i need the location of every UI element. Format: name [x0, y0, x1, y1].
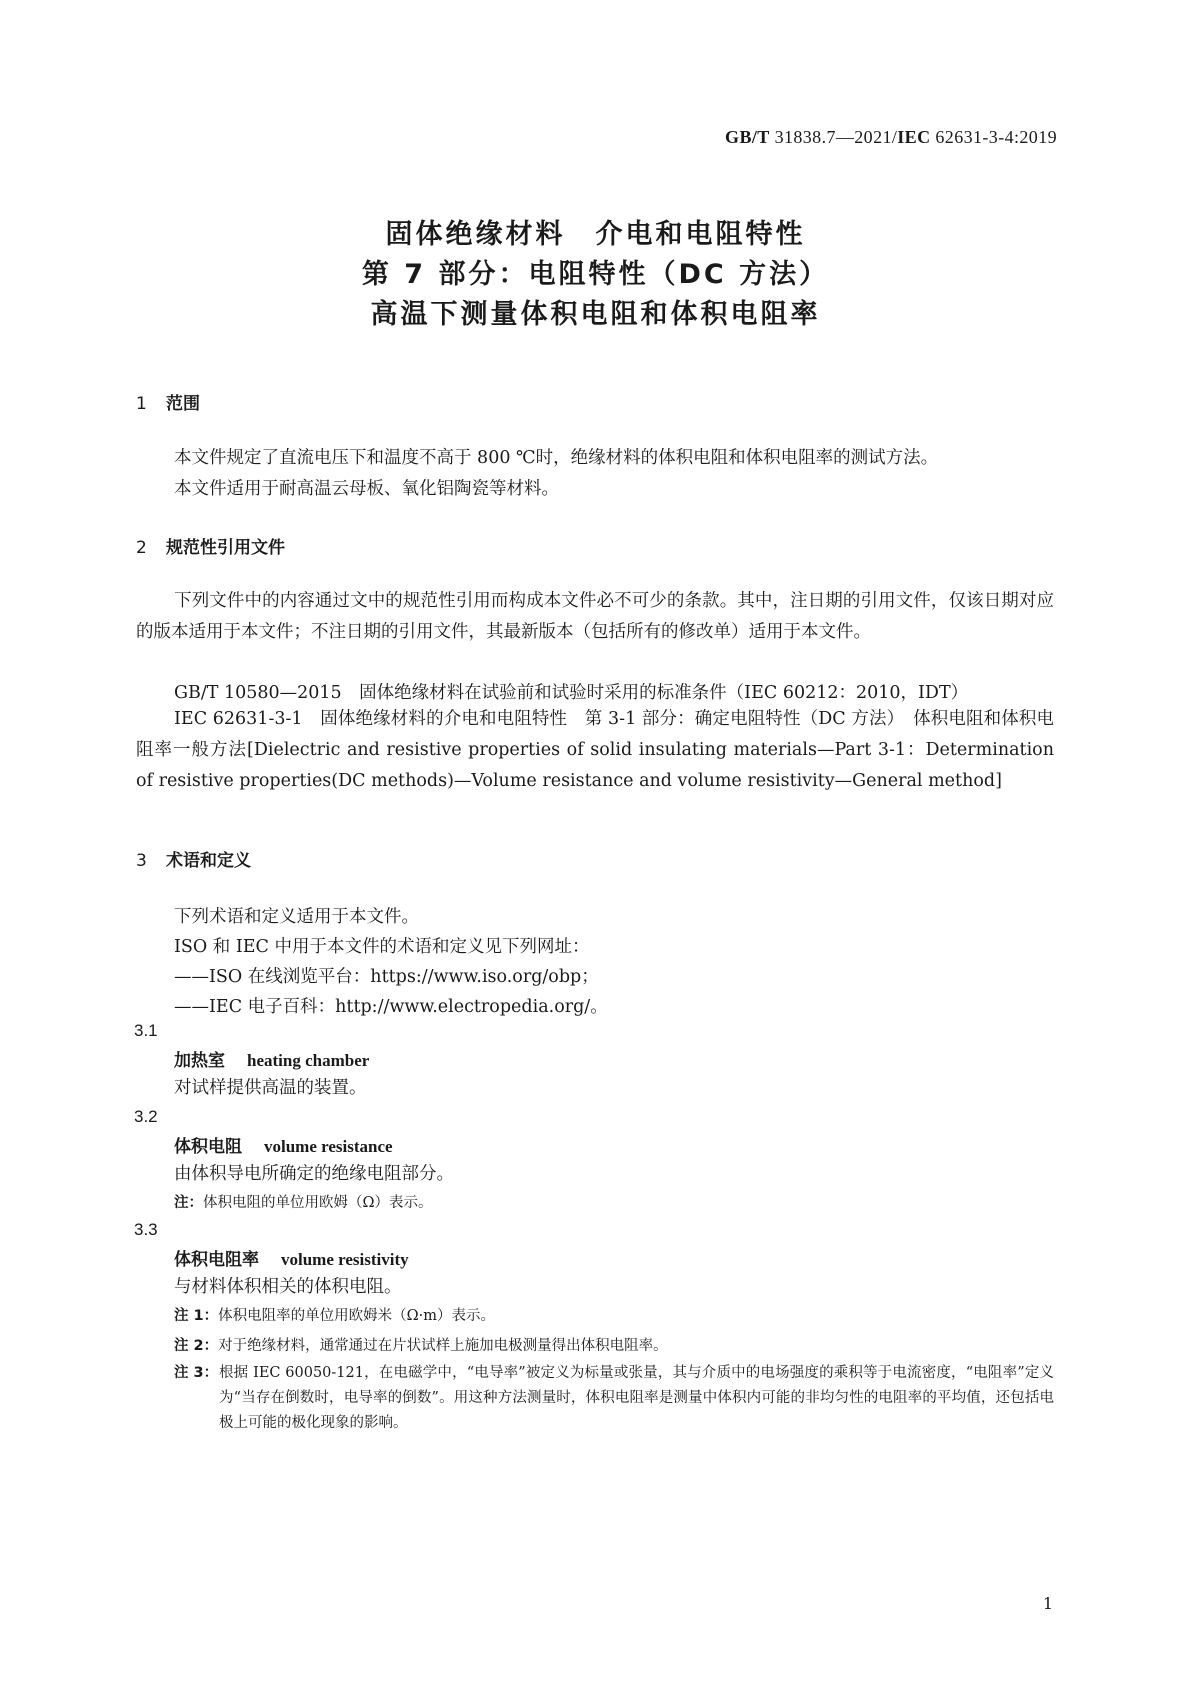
- section-1-title: 范围: [166, 394, 200, 414]
- term-3-3-note-1-label: 注 1：: [174, 1308, 219, 1324]
- section-1-para-1: 本文件规定了直流电压下和温度不高于 800 ℃时，绝缘材料的体积电阻和体积电阻率的测试方法。: [174, 448, 939, 468]
- section-3-number: 3: [136, 851, 147, 871]
- term-3-2-note-text: 体积电阻的单位用欧姆（Ω）表示。: [203, 1195, 433, 1211]
- section-3-line-2: ISO 和 IEC 中用于本文件的术语和定义见下列网址：: [174, 937, 590, 957]
- section-2-number: 2: [136, 538, 147, 558]
- term-3-2-number: 3.2: [134, 1107, 158, 1126]
- term-3-2-definition: 由体积导电所确定的绝缘电阻部分。: [174, 1164, 454, 1184]
- term-3-3-number: 3.3: [134, 1220, 158, 1239]
- section-2-para-1: [136, 586, 1054, 648]
- term-3-3-note-2: [174, 1334, 668, 1355]
- term-3-3-note-2-label: 注 2：: [174, 1338, 219, 1354]
- section-2-heading: [136, 533, 285, 558]
- term-3-1-zh: 加热室: [174, 1051, 225, 1071]
- term-3-2-title: [174, 1132, 393, 1157]
- section-3-line-1: 下列术语和定义适用于本文件。: [174, 907, 419, 927]
- term-3-2-en: volume resistance: [264, 1137, 393, 1156]
- iso-obp-link: ——ISO 在线浏览平台：https://www.iso.org/obp；: [174, 967, 599, 987]
- title-line-1: 固体绝缘材料 介电和电阻特性: [385, 219, 806, 250]
- term-3-3-note-2-text: 对于绝缘材料，通常通过在片状试样上施加电极测量得出体积电阻率。: [218, 1338, 668, 1354]
- term-3-1-en: heating chamber: [247, 1051, 370, 1070]
- term-3-2-note-label: 注：: [174, 1195, 203, 1211]
- section-3-heading: [136, 846, 251, 871]
- term-3-1-title: [174, 1046, 369, 1071]
- electropedia-link: ——IEC 电子百科：http://www.electropedia.org/。: [174, 997, 608, 1017]
- title-line-3: 高温下测量体积电阻和体积电阻率: [370, 299, 821, 330]
- section-2-title: 规范性引用文件: [166, 538, 285, 558]
- section-2-para-1-text: 下列文件中的内容通过文中的规范性引用而构成本文件必不可少的条款。其中，注日期的引用文件，仅该日期对应的版本适用于本文件；不注日期的引用文件，其最新版本（包括所有的修改单）适用于本文件。: [136, 591, 1054, 642]
- term-3-3-definition: 与材料体积相关的体积电阻。: [174, 1277, 402, 1297]
- term-3-2-zh: 体积电阻: [174, 1137, 242, 1157]
- section-1-number: 1: [136, 394, 147, 414]
- standard-code: [725, 127, 1057, 148]
- term-3-3-title: [174, 1245, 409, 1270]
- term-3-1-number: 3.1: [134, 1021, 158, 1040]
- std-prefix: GB/T: [725, 127, 770, 147]
- reference-iec-62631-text: IEC 62631-3-1 固体绝缘材料的介电和电阻特性 第 3-1 部分：确定电阻特性（DC 方法） 体积电阻和体积电阻率一般方法[Dielectric and resistive properties of solid insulating materials—Part 3-1：Determination of resistive properties(DC methods)—Volume resistance and volume resistivity—General method]: [136, 709, 1054, 791]
- term-3-3-en: volume resistivity: [281, 1250, 409, 1269]
- reference-gbt-10580: GB/T 10580—2015 固体绝缘材料在试验前和试验时采用的标准条件（IEC 60212：2010，IDT）: [174, 683, 969, 703]
- title-line-2: 第 7 部分：电阻特性（DC 方法）: [361, 259, 830, 290]
- term-3-3-note-3: [174, 1361, 1054, 1436]
- term-3-3-zh: 体积电阻率: [174, 1250, 259, 1270]
- section-1-para-2: 本文件适用于耐高温云母板、氧化铝陶瓷等材料。: [174, 479, 559, 499]
- std-mid: 31838.7—2021/: [774, 127, 898, 147]
- reference-iec-62631: [136, 704, 1054, 797]
- term-3-3-note-3-label: 注 3：: [174, 1365, 219, 1381]
- term-3-1-definition: 对试样提供高温的装置。: [174, 1078, 367, 1098]
- std-iec: IEC: [897, 127, 931, 147]
- std-suffix: 62631-3-4:2019: [935, 127, 1057, 147]
- section-3-title: 术语和定义: [166, 851, 251, 871]
- term-3-3-note-1-text: 体积电阻率的单位用欧姆米（Ω·m）表示。: [218, 1308, 496, 1324]
- term-3-3-note-1: [174, 1304, 495, 1325]
- section-1-heading: [136, 389, 200, 414]
- page-number: 1: [1042, 1594, 1053, 1613]
- term-3-2-note: [174, 1191, 433, 1212]
- term-3-3-note-3-text: 根据 IEC 60050-121，在电磁学中，“电导率”被定义为标量或张量，其与介质中的电场强度的乘积等于电流密度，“电阻率”定义为“当存在倒数时，电导率的倒数”。用这种方法测量时，体积电阻率是测量中体积内可能的非均匀性的电阻率的平均值，还包括电极上可能的极化现象的影响。: [219, 1365, 1054, 1431]
